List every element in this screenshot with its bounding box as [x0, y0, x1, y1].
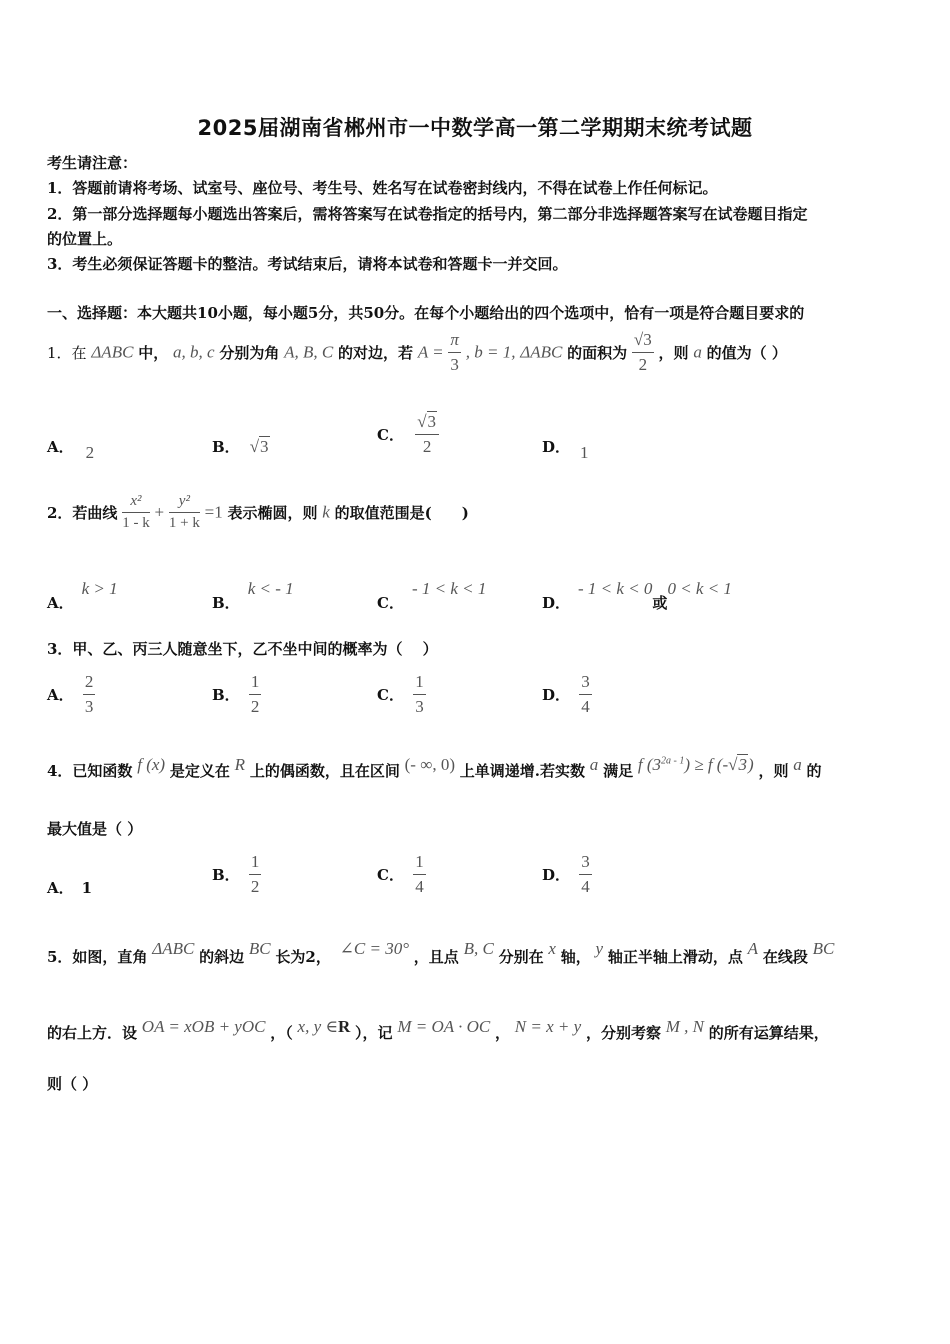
q4-option-d: D． $\frac{3}{4}$ [542, 852, 590, 896]
question-5-line-3: 则（ ） [47, 1075, 98, 1093]
q4-option-a: A． 1 [47, 879, 93, 897]
question-5: 5．如图，直角 ΔABC 的斜边 BC 长为2， ∠C = 30° ，且点 B, C 分别在 x 轴， y 轴正半轴上滑动，点 A 在线段 BC [47, 939, 835, 966]
q4-option-c: C． $\frac{1}{4}$ [377, 852, 424, 896]
q1-option-d: D． 1 [542, 438, 589, 462]
q1-triangle-2: ΔABC [520, 342, 563, 362]
q2-text: 表示椭圆，则 [227, 504, 318, 522]
q1-cond-a: A = [417, 342, 444, 362]
q3-option-d: D． $\frac{3}{4}$ [542, 672, 590, 716]
q1-area-fraction: $\frac{√3}{2}$ [633, 330, 652, 374]
q2-text: 的取值范围是( ) [334, 504, 469, 522]
notice-heading: 考生请注意： [47, 154, 138, 172]
q3-option-c: C． $\frac{1}{3}$ [377, 672, 424, 716]
q1-option-b: B． √3 [212, 437, 269, 456]
q1-text: 的值为（ ） [706, 344, 787, 362]
question-1 [47, 330, 787, 375]
q1-sides: a, b, c [173, 342, 215, 362]
q1-text: 分别为角 [219, 344, 280, 362]
q1-option-a: A． 2 [47, 438, 95, 462]
question-5-line-2: 的右上方．设 OA = xOB + yOC ，（ x, y ∈R ），记 M = OA · OC ， N = x + y ，分别考察 M , N 的所有运算结果， [47, 1017, 829, 1042]
q1-text: 的面积为 [567, 344, 628, 362]
q1-text: 中， [138, 344, 169, 362]
question-4: 4．已知函数 f (x) 是定义在 R 上的偶函数，且在区间 (- ∞, 0) 上单调递增.若实数 a 满足 f $(3^{2a - 1}) \ge f$ (-√3) ，则 a 的 [47, 755, 822, 780]
q1-angles: A, B, C [284, 342, 334, 362]
notice-item-1: 1．答题前请将考场、试室号、座位号、考生号、姓名写在试卷密封线内，不得在试卷上作任何标记。 [47, 179, 718, 197]
q3-option-b: B． $\frac{1}{2}$ [212, 672, 260, 716]
q2-option-a: A．k > 1 [47, 579, 118, 612]
q1-number: 1．在 [47, 344, 87, 362]
question-4-line-2: 最大值是（ ） [47, 820, 143, 838]
q3-option-a: A． $\frac{2}{3}$ [47, 672, 94, 716]
question-2: 2．若曲线 $\frac{\text{x²}}{1 - k}$ + $\frac{\text{y²}}{1 + k}$ =1 表示椭圆，则 k 的取值范围是( ) [47, 493, 469, 531]
q1-cond-b: , b = 1, [465, 342, 516, 362]
q2-frac-x: $\frac{\text{x²}}{1 - k}$ [122, 493, 150, 531]
q1-cond-fraction: $\frac{\pi}{3}$ [450, 330, 459, 374]
q2-option-c: C．- 1 < k < 1 [377, 579, 487, 612]
notice-item-3: 3．考生必须保证答题卡的整洁。考试结束后，请将本试卷和答题卡一并交回。 [47, 255, 568, 273]
q4-option-b: B． $\frac{1}{2}$ [212, 852, 260, 896]
q1-option-c: C． $\frac{√3}{2}$ [377, 412, 439, 457]
page-title: 2025届湖南省郴州市一中数学高一第二学期期末统考试题 [197, 116, 753, 140]
question-3: 3．甲、乙、丙三人随意坐下，乙不坐中间的概率为（ ） [47, 640, 438, 658]
notice-item-2-cont: 的位置上。 [47, 230, 123, 248]
q2-option-d: D．- 1 < k < 0或0 < k < 1 [542, 579, 732, 612]
q2-frac-y: $\frac{\text{y²}}{1 + k}$ [168, 493, 200, 531]
notice-item-2: 2．第一部分选择题每小题选出答案后，需将答案写在试卷指定的括号内，第二部分非选择题答案写在试卷题目指定 [47, 205, 808, 223]
q1-text: ，则 [658, 344, 689, 362]
section-heading: 一、选择题：本大题共10小题，每小题5分，共50分。在每个小题给出的四个选项中，恰有一项是符合题目要求的 [47, 304, 805, 322]
q1-text: 的对边，若 [338, 344, 414, 362]
q1-triangle: ΔABC [91, 342, 134, 362]
q2-option-b: B．k < - 1 [212, 579, 294, 612]
q2-number: 2．若曲线 [47, 504, 118, 522]
q1-var: a [693, 342, 702, 362]
